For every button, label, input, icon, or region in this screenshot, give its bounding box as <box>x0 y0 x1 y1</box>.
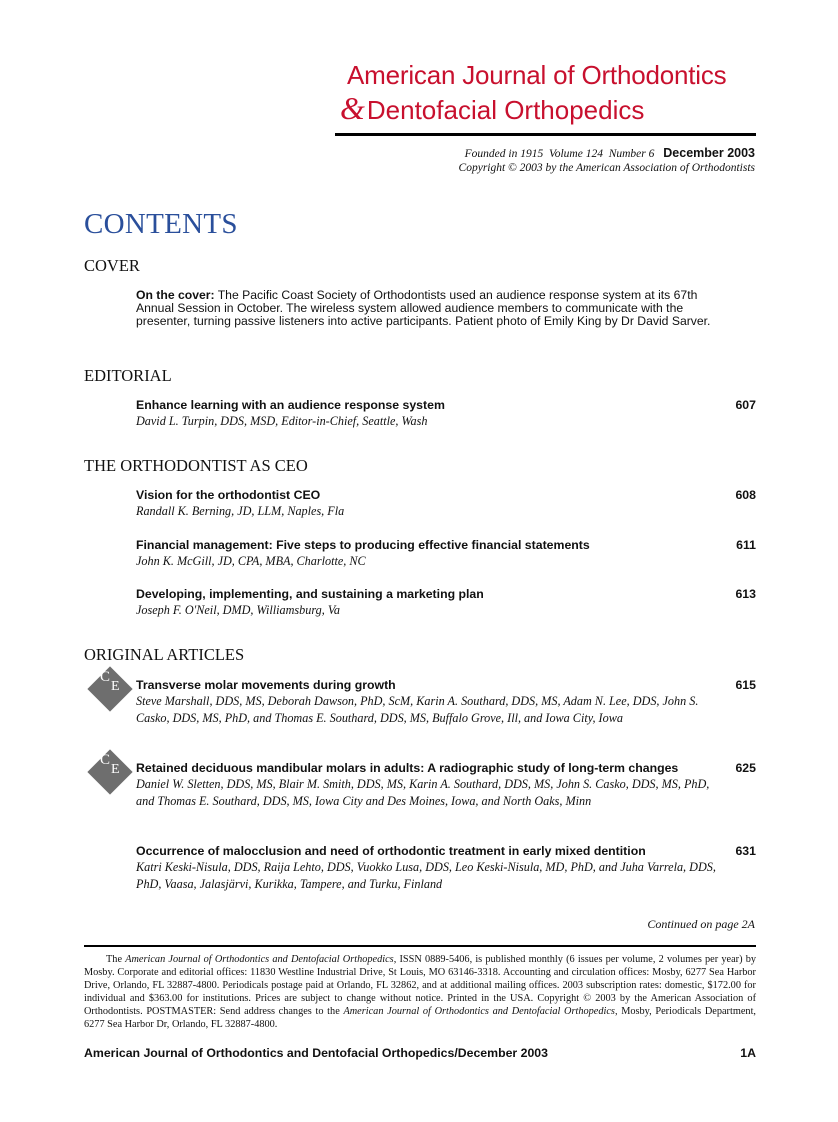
copyright-line: Copyright © 2003 by the American Association of Orthodontists <box>458 162 755 174</box>
article-title[interactable]: Financial management: Five steps to producing effective financial statements <box>136 538 590 552</box>
founded: Founded in 1915 <box>464 148 544 160</box>
issue-date: December 2003 <box>663 146 755 160</box>
page-number: 631 <box>735 844 756 858</box>
ce-credit-badge-icon <box>83 745 137 799</box>
issue-info <box>459 146 755 175</box>
section-heading-cover: COVER <box>84 256 140 275</box>
ce-credit-badge-icon <box>83 662 137 716</box>
notice-text: The <box>106 954 126 965</box>
cover-description <box>136 289 716 329</box>
badge-letter-e: E <box>111 762 120 777</box>
number: Number 6 <box>608 148 655 160</box>
article-authors: Daniel W. Sletten, DDS, MS, Blair M. Smith, DDS, MS, Karin A. Southard, DDS, MS, John S. Casko, DDS, MS, PhD, and Thomas E. Southard, DDS, MS, Iowa City and Des Moines, Iowa, and North Oaks, Minn <box>136 777 710 808</box>
journal-title-line1: American Journal of Orthodontics <box>347 60 727 90</box>
article-title[interactable]: Transverse molar movements during growth <box>136 678 396 692</box>
page-number: 615 <box>735 678 756 692</box>
cover-text: The Pacific Coast Society of Orthodontists used an audience response system at its 67th Annual Session in October. The wireless system allowed audience members to communicate with the presenter, turning passive listeners into active participants. Patient photo of Emily King by Dr David Sarver. <box>136 288 711 329</box>
badge-letter-c: C <box>100 752 111 768</box>
page-number: 608 <box>735 488 756 502</box>
toc-entry[interactable] <box>136 677 756 727</box>
running-footer <box>84 1046 756 1060</box>
badge-letter-e: E <box>111 679 120 694</box>
notice-text: , Mosby, Periodicals Department, 6277 Sea Harbor Dr, Orlando, FL 32887-4800. <box>84 1006 757 1030</box>
masthead-rule <box>335 133 756 136</box>
notice-journal-name: American Journal of Orthodontics and Dentofacial Orthopedics <box>125 954 394 965</box>
article-authors: John K. McGill, JD, CPA, MBA, Charlotte, NC <box>136 554 366 568</box>
page-number: 613 <box>735 587 756 601</box>
toc-entry[interactable] <box>136 397 756 430</box>
article-authors: Joseph F. O'Neil, DMD, Williamsburg, Va <box>136 603 341 617</box>
notice-text: , ISSN 0889-5406, is published monthly (6 issues per volume, 2 volumes per year) by Mosby. Corporate and editorial offices: 11830 Westline Industrial Drive, St Louis, MO 63146-3318. Accounting and circulation offices: Mosby, 6277 Sea Harbor Drive, Orlando, FL 32887-4800. Periodicals postage paid at Orlando, FL 32862, and at additional mailing offices. 2003 subscription rates: domestic, $172.00 for individual and $363.00 for institutions. Prices are subject to change without notice. Printed in the USA. Copyright © 2003 by the American Association of Orthodontists. POSTMASTER: Send address changes to the <box>84 954 756 1017</box>
toc-entry[interactable] <box>136 537 756 570</box>
section-heading-editorial: EDITORIAL <box>84 366 172 385</box>
page-number: 611 <box>736 538 756 552</box>
continued-link[interactable]: Continued on page 2A <box>647 917 755 931</box>
notice-journal-name: American Journal of Orthodontics and Dentofacial Orthopedics <box>343 1006 615 1017</box>
issue-line <box>459 146 755 161</box>
section-heading-original-articles: ORIGINAL ARTICLES <box>84 645 245 664</box>
toc-entry[interactable] <box>136 760 756 810</box>
page-folio: 1A <box>740 1046 756 1060</box>
toc-entry[interactable] <box>136 586 756 619</box>
article-title[interactable]: Retained deciduous mandibular molars in adults: A radiographic study of long-term changes <box>136 761 679 775</box>
page-number: 625 <box>735 761 756 775</box>
article-title[interactable]: Vision for the orthodontist CEO <box>136 488 321 502</box>
badge-letter-c: C <box>100 669 111 685</box>
journal-title-line2-text: Dentofacial Orthopedics <box>366 95 645 125</box>
article-title[interactable]: Occurrence of malocclusion and need of orthodontic treatment in early mixed dentition <box>136 844 646 858</box>
toc-entry[interactable] <box>136 843 756 893</box>
section-heading-ceo: THE ORTHODONTIST AS CEO <box>84 456 308 475</box>
ampersand-glyph: & <box>340 90 365 126</box>
running-footer-text: American Journal of Orthodontics and Dentofacial Orthopedics/December 2003 <box>84 1046 548 1060</box>
article-authors: Randall K. Berning, JD, LLM, Naples, Fla <box>136 504 345 518</box>
publication-notice <box>84 953 756 1031</box>
article-authors: David L. Turpin, DDS, MSD, Editor-in-Chief, Seattle, Wash <box>136 414 428 428</box>
toc-entry[interactable] <box>136 487 756 520</box>
article-authors: Steve Marshall, DDS, MS, Deborah Dawson, PhD, ScM, Karin A. Southard, DDS, MS, Adam N. Lee, DDS, John S. Casko, DDS, MS, PhD, and Thomas E. Southard, DDS, MS, Buffalo Grove, Ill, and Iowa City, Iowa <box>136 694 699 725</box>
footer-rule <box>84 945 756 947</box>
article-title[interactable]: Enhance learning with an audience response system <box>136 398 445 412</box>
page-number: 607 <box>735 398 756 412</box>
journal-title-line2 <box>340 90 645 126</box>
cover-lead: On the cover: <box>136 288 215 302</box>
volume: Volume 124 <box>548 148 603 160</box>
contents-title: CONTENTS <box>84 208 238 240</box>
article-authors: Katri Keski-Nisula, DDS, Raija Lehto, DDS, Vuokko Lusa, DDS, Leo Keski-Nisula, MD, PhD, and Juha Varrela, DDS, PhD, Vaasa, Jalasjärvi, Kurikka, Tampere, and Turku, Finland <box>136 860 716 891</box>
article-title[interactable]: Developing, implementing, and sustaining a marketing plan <box>136 587 484 601</box>
